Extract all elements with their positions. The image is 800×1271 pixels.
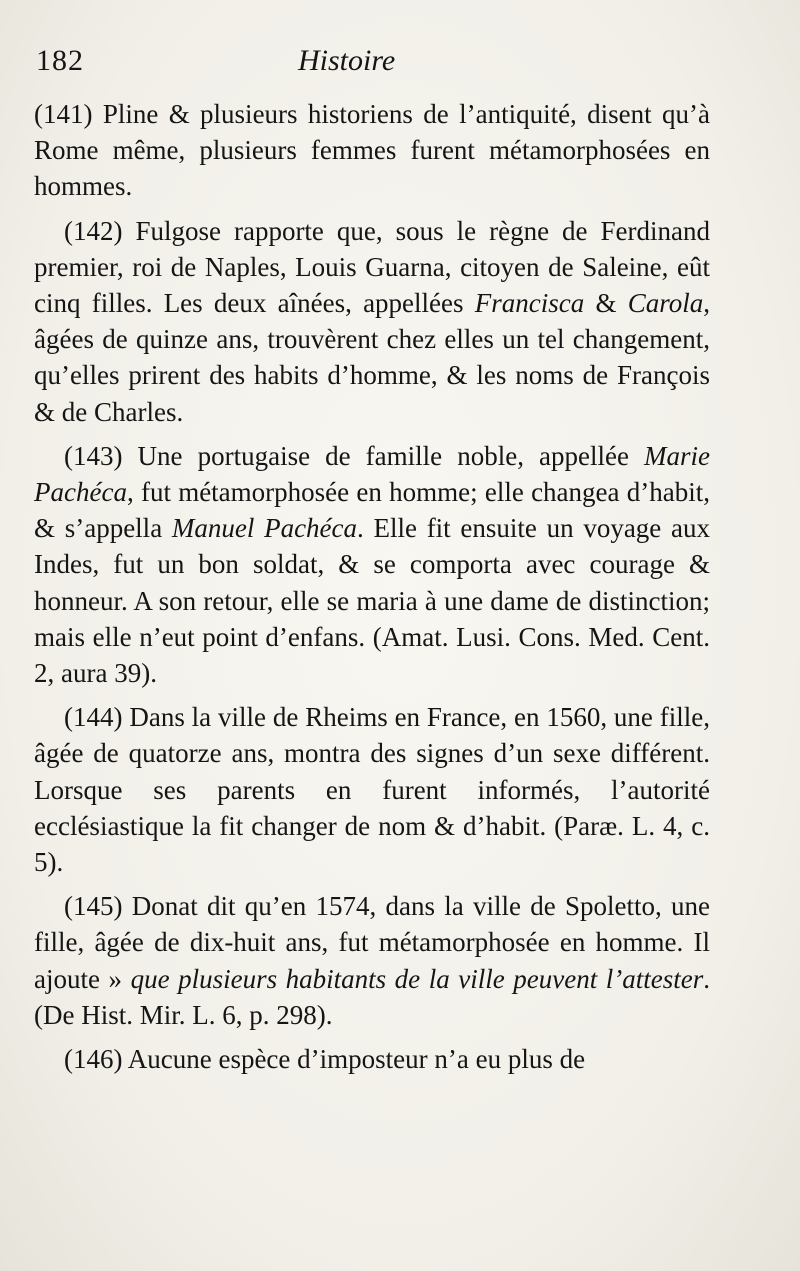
text-segment: , âgées de quinze ans, trouvèrent chez elles un tel changement, qu’elles prirent des habits d’homme, & les noms de François & de Charles.	[34, 288, 710, 427]
text-segment: (145) Donat dit qu’en 1574, dans la ville de Spoletto, une fille, âgée de dix-huit ans, fut métamorphosée en homme. Il ajoute »	[34, 891, 710, 994]
text-segment: . Elle fit ensuite un voyage aux Indes, fut un bon soldat, & se comporta avec courage & honneur. A son retour, elle se maria à une dame de distinction; mais elle n’eut point d’enfans. (Amat. Lusi. Cons. Med. Cent. 2, aura 39).	[34, 513, 710, 689]
italic-name: Manuel Pachéca	[171, 513, 358, 544]
body-text	[34, 96, 710, 1079]
text-segment: (142) Fulgose rapporte que, sous le règne de Ferdinand premier, roi de Naples, Louis Guarna, citoyen de Saleine, eût cinq filles. Les deux aînées, appellées	[34, 215, 710, 319]
paragraph-144	[34, 699, 710, 880]
italic-quote: que plusieurs habitants de la ville peuvent l’attester	[130, 963, 704, 994]
italic-name: Carola	[627, 288, 704, 319]
paragraph-145	[34, 888, 710, 1033]
paragraph-143	[34, 438, 710, 691]
paragraph-141	[34, 96, 710, 205]
running-title: Histoire	[298, 44, 396, 77]
text-segment: (141) Pline & plusieurs historiens de l’antiquité, disent qu’à Rome même, plusieurs femmes furent métamorphosées en hommes.	[34, 99, 710, 202]
text-segment: (144) Dans la ville de Rheims en France, en 1560, une fille, âgée de quatorze ans, montra des signes d’un sexe différent. Lorsque ses parents en furent informés, l’autorité ecclésiastique la fit changer de nom & d’habit. (Paræ. L. 4, c. 5).	[34, 702, 710, 878]
paragraph-146	[34, 1041, 710, 1077]
text-segment: &	[584, 288, 628, 319]
italic-name: Francisca	[474, 288, 585, 319]
text-segment: . (De Hist. Mir. L. 6, p. 298).	[34, 963, 710, 1030]
text-segment: (146) Aucune espèce d’imposteur n’a eu plus de	[64, 1044, 586, 1075]
text-segment: (143) Une portugaise de famille noble, appellée	[64, 440, 645, 471]
page-header	[36, 44, 736, 88]
text-segment: , fut métamorphosée en homme; elle changea d’habit, & s’appella	[34, 477, 710, 544]
page-number: 182	[36, 44, 84, 77]
italic-name: Marie Pachéca	[34, 440, 710, 508]
paragraph-142	[34, 213, 710, 430]
